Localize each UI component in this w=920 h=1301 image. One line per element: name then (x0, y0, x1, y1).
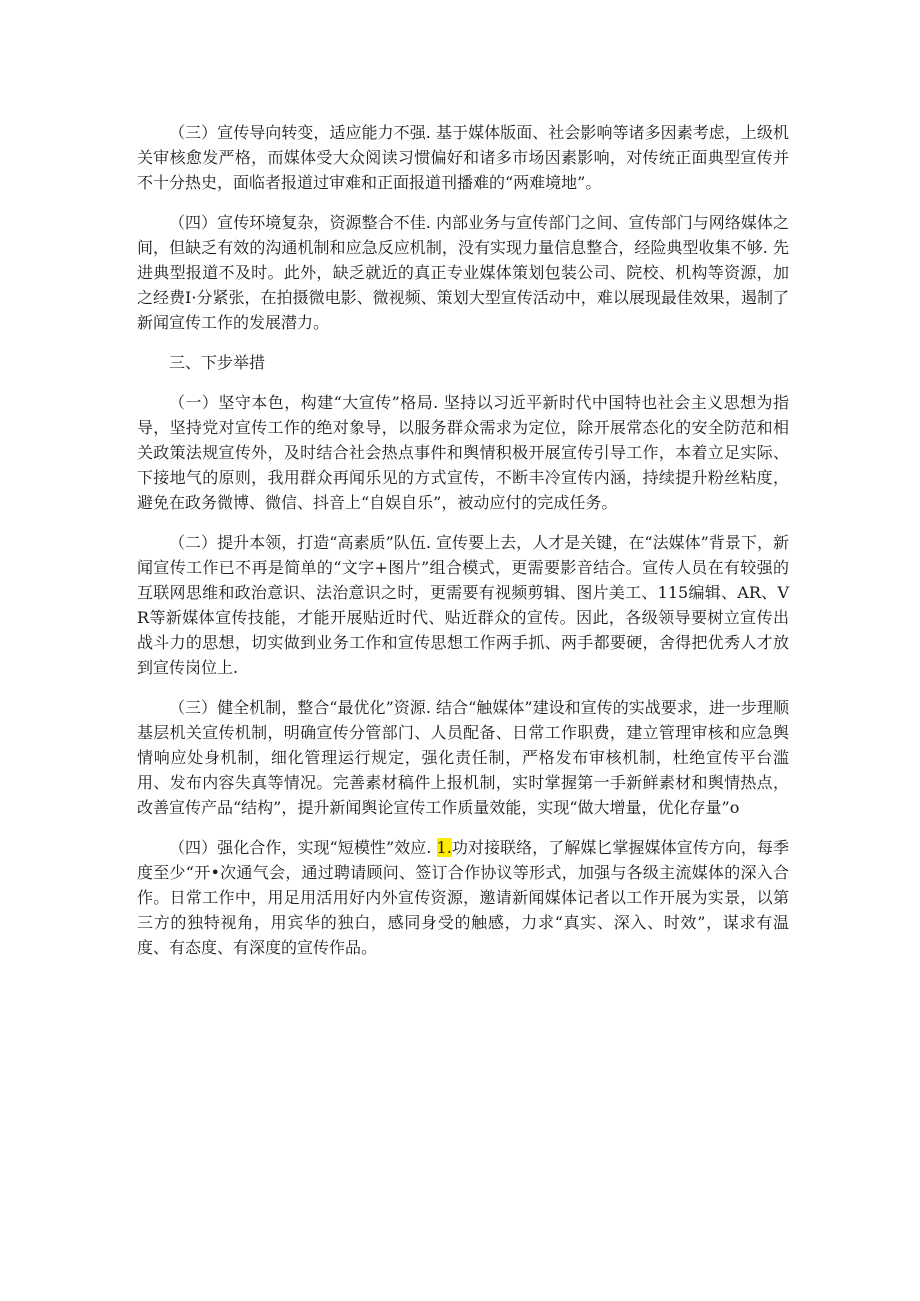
paragraph-measure-1: （一）坚守本色，构建“大宣传”格局. 坚持以习近平新时代中国特也社会主义思想为指导，坚持党对宣传工作的绝对象导，以服务群众需求为定位，除开展常态化的安全防范和相关政策法规宣传外，及时结合社会热点事件和舆情积极开展宣传引导工作，本着立足实际、下接地气的原则，我用群众再闻乐见的方式宣传，不断丰冷宣传内涵，持续提升粉丝粘度，避免在政务微博、微信、抖音上“自娱自乐”，被动应付的完成任务。 (137, 393, 789, 512)
paragraph-measure-2: （二）提升本领，打造“高素质”队伍. 宣传要上去，人才是关键，在“法媒体”背景下，新闻宣传工作已不再是简单的“文字+图片”组合模式，更需要影音结合。宣传人员在有较强的互联网思维和政治意识、法治意识之时，更需要有视频剪辑、图片美工、115编辑、AR、VR等新媒体宣传技能，才能开展贴近时代、贴近群众的宣传。因此，各级领导要树立宣传出战斗力的思想，切实做到业务工作和宣传思想工作两手抓、两手都要硬，舍得把优秀人才放到宣传岗位上. (137, 533, 789, 677)
highlighted-number: 1. (436, 838, 452, 857)
measure-4-body: 功对接联络，了解媒匕掌握媒体宣传方向，每季度至少“开•次通气会，通过聘请顾问、签订合作协议等形式，加强与各级主流媒体的深入合作。日常工作中，用足用活用好内外宣传资源，邀请新闻媒体记者以工作开展为实景，以第三方的独特视角，用宾华的独白，感同身受的触感，力求“真实、深入、时效”，谋求有温度、有态度、有深度的宣传作品。 (137, 838, 789, 957)
section-heading-next-measures: 三、下步举措 (169, 353, 266, 372)
paragraph-measure-3: （三）健全机制，整合“最优化”资源. 结合“触媒体”建设和宣传的实战要求，进一步理顺基层机关宣传机制，明确宣传分管部门、人员配备、日常工作职费，建立管理审核和应急舆情响应处身机制，细化管理运行规定，强化责任制，严格发布审核机制，杜绝宣传平台滥用、发布内容失真等情况。完善素材稿件上报机制，实时掌握第一手新鲜素材和舆情热点，改善宣传产品“结构”，提升新闻舆论宣传工作质量效能，实现“做大增量，优化存量”o (137, 698, 789, 817)
measure-4-lead: （四）强化合作，实现“短模性”效应. (169, 838, 437, 857)
paragraph-propaganda-environment: （四）宣传环境复杂，资源整合不佳. 内部业务与宣传部门之间、宣传部门与网络媒体之间，但缺乏有效的沟通机制和应急反应机制，没有实现力量信息整合，经险典型收集不够. 先进典型报道不及时。此外，缺乏就近的真正专业媒体策划包装公司、院校、机构等资源，加之经费I·分紧张，在拍摄微电影、微视频、策划大型宣传活动中，难以展现最佳效果，遏制了新闻宣传工作的发展潜力。 (137, 213, 789, 332)
document-body (137, 120, 789, 975)
paragraph-measure-4 (137, 835, 789, 960)
paragraph-propaganda-orientation: （三）宣传导向转变，适应能力不强. 基于媒体版面、社会影响等诸多因素考虑，上级机关审核愈发严格，而媒体受大众阅读习惯偏好和诸多市场因素影响，对传统正面典型宣传并不十分热史，面临者报道过审难和正面报道刊播难的“两难境地”。 (137, 123, 789, 192)
